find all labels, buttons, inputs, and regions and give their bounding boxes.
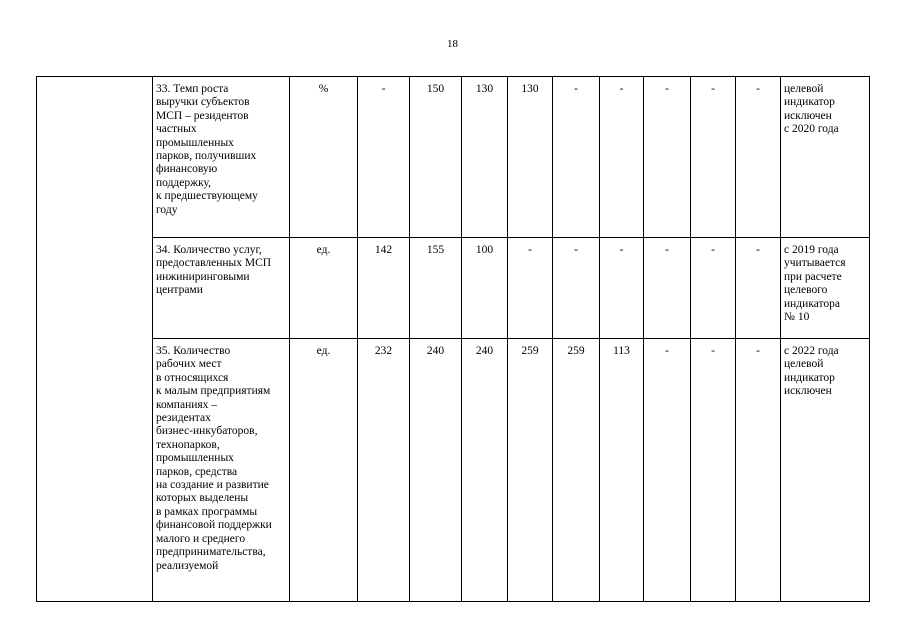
value-cell: 155 <box>410 238 462 339</box>
value-cell: 150 <box>410 77 462 238</box>
value-cell: - <box>600 238 644 339</box>
table-row <box>37 77 870 238</box>
value-cell: - <box>736 77 781 238</box>
value-cell: 113 <box>600 339 644 602</box>
value-cell: - <box>736 339 781 602</box>
value-cell: - <box>691 339 736 602</box>
value-cell: - <box>691 77 736 238</box>
value-cell: - <box>553 238 600 339</box>
value-cell: - <box>553 77 600 238</box>
unit-cell: ед. <box>290 238 358 339</box>
value-cell: 240 <box>462 339 508 602</box>
indicators-table <box>36 76 870 602</box>
value-cell: 130 <box>462 77 508 238</box>
table-row <box>37 339 870 602</box>
value-cell: - <box>691 238 736 339</box>
value-cell: 259 <box>553 339 600 602</box>
value-cell: - <box>644 339 691 602</box>
value-cell: 232 <box>358 339 410 602</box>
table-row <box>37 238 870 339</box>
indicator-name: 33. Темп роста выручки субъектов МСП – резидентов частных промышленных парков, получивших финансовую поддержку, к предшествующему году <box>153 77 290 238</box>
program-cell <box>37 77 153 602</box>
value-cell: 240 <box>410 339 462 602</box>
value-cell: - <box>508 238 553 339</box>
value-cell: - <box>644 77 691 238</box>
value-cell: 130 <box>508 77 553 238</box>
note-cell: целевой индикатор исключен с 2020 года <box>781 77 870 238</box>
value-cell: 259 <box>508 339 553 602</box>
note-cell: с 2022 года целевой индикатор исключен <box>781 339 870 602</box>
value-cell: - <box>600 77 644 238</box>
value-cell: - <box>644 238 691 339</box>
indicator-name: 34. Количество услуг, предоставленных МСП инжиниринговыми центрами <box>153 238 290 339</box>
page-number: 18 <box>447 38 458 50</box>
note-cell: с 2019 года учитывается при расчете целевого индикатора № 10 <box>781 238 870 339</box>
value-cell: - <box>358 77 410 238</box>
value-cell: 142 <box>358 238 410 339</box>
unit-cell: ед. <box>290 339 358 602</box>
value-cell: - <box>736 238 781 339</box>
value-cell: 100 <box>462 238 508 339</box>
unit-cell: % <box>290 77 358 238</box>
indicator-name: 35. Количество рабочих мест в относящихся к малым предприятиям компаниях – резидентах бизнес-инкубаторов, технопарков, промышленных парков, средства на создание и развитие которых выделены в рамках программы финансовой поддержки малого и среднего предпринимательства, реализуемой <box>153 339 290 602</box>
